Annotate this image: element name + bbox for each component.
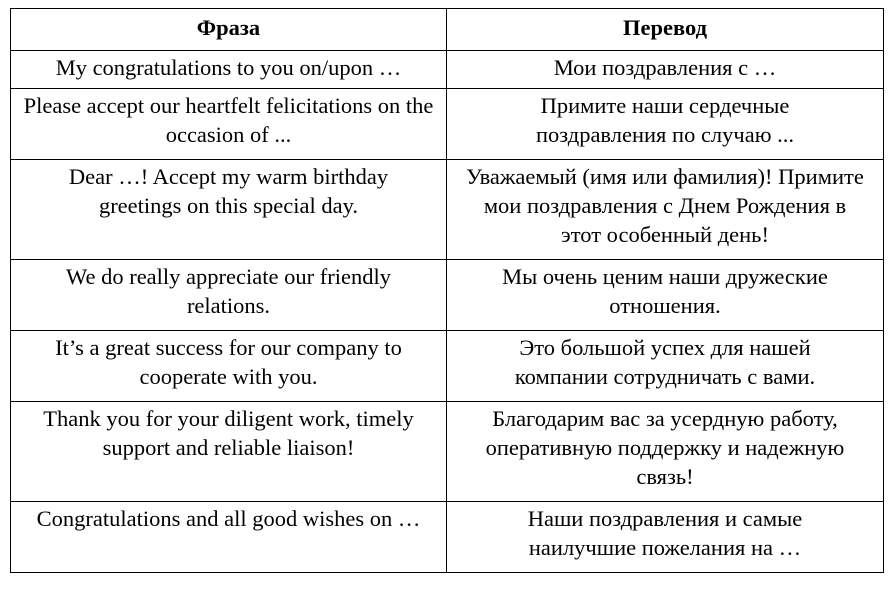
translation-cell: Это большой успех для нашей компании сотрудничать с вами. bbox=[447, 331, 884, 402]
translation-cell: Мы очень ценим наши дружеские отношения. bbox=[447, 260, 884, 331]
table-row bbox=[11, 260, 884, 331]
phrase-cell: Dear …! Accept my warm birthday greetings on this special day. bbox=[11, 160, 447, 260]
table-row bbox=[11, 402, 884, 502]
phrases-table bbox=[10, 8, 884, 573]
table-row bbox=[11, 160, 884, 260]
table-row bbox=[11, 331, 884, 402]
translation-cell: Примите наши сердечные поздравления по случаю ... bbox=[447, 89, 884, 160]
phrase-cell: Thank you for your diligent work, timely support and reliable liaison! bbox=[11, 402, 447, 502]
column-header-phrase: Фраза bbox=[11, 9, 447, 51]
translation-cell: Наши поздравления и самые наилучшие пожелания на … bbox=[447, 502, 884, 573]
translation-cell: Мои поздравления с … bbox=[447, 51, 884, 89]
phrase-cell: My congratulations to you on/upon … bbox=[11, 51, 447, 89]
translation-cell: Уважаемый (имя или фамилия)! Примите мои поздравления с Днем Рождения в этот особенный день! bbox=[447, 160, 884, 260]
table-row bbox=[11, 502, 884, 573]
table-row bbox=[11, 89, 884, 160]
phrase-cell: Please accept our heartfelt felicitations on the occasion of ... bbox=[11, 89, 447, 160]
column-header-translation: Перевод bbox=[447, 9, 884, 51]
phrase-cell: We do really appreciate our friendly relations. bbox=[11, 260, 447, 331]
table-row bbox=[11, 51, 884, 89]
translation-cell: Благодарим вас за усердную работу, оперативную поддержку и надежную связь! bbox=[447, 402, 884, 502]
table-header-row bbox=[11, 9, 884, 51]
phrase-cell: Congratulations and all good wishes on … bbox=[11, 502, 447, 573]
phrase-cell: It’s a great success for our company to cooperate with you. bbox=[11, 331, 447, 402]
